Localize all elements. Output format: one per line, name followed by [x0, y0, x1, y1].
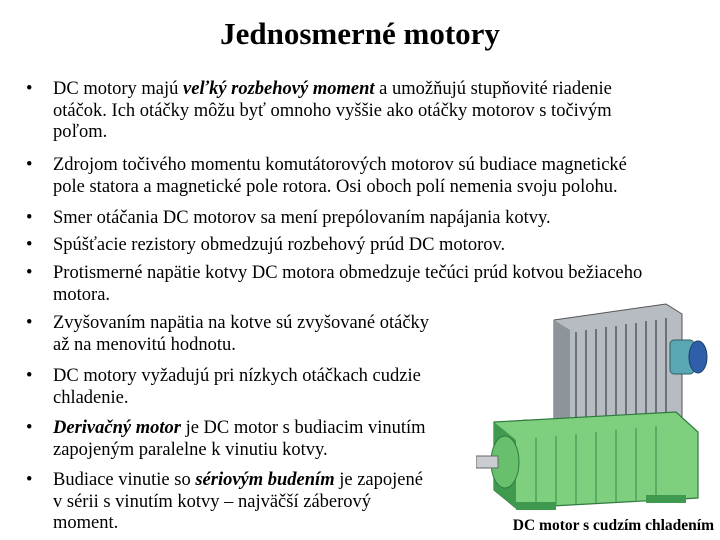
bullet-item: [26, 313, 466, 356]
emphasis-text: sériovým budením: [195, 470, 335, 490]
bullet-text: [53, 470, 466, 535]
text-run: DC motory majú: [53, 79, 184, 99]
bullet-item: [26, 470, 466, 535]
bullet-text: [53, 418, 466, 461]
bullet-text: [53, 235, 706, 257]
text-run: Zvyšovaním napätia na kotve sú zvyšované otáčky: [53, 313, 430, 333]
text-run: Zdrojom točivého momentu komutátorových motorov sú budiace magnetické: [53, 155, 627, 175]
text-run: motora.: [53, 284, 111, 305]
text-run: moment.: [53, 513, 119, 534]
page-title: Jednosmerné motory: [220, 16, 500, 51]
figure-caption: DC motor s cudzím chladením: [512, 517, 714, 534]
bullet-dot: •: [26, 418, 33, 438]
text-run: chladenie.: [53, 387, 129, 408]
text-run: otáčok. Ich otáčky môžu byť omnoho vyššie ako otáčky motorov s točivým: [53, 100, 612, 121]
bullet-dot: •: [26, 366, 33, 386]
text-run: Budiace vinutie so: [53, 470, 196, 490]
text-run: zapojeným paralelne k vinutiu kotvy.: [53, 439, 328, 460]
dc-motor-illustration: [476, 302, 712, 514]
bullet-text: [53, 79, 706, 144]
bullet-item: [26, 208, 706, 230]
bullet-dot: •: [26, 155, 33, 175]
bullet-dot: •: [26, 208, 33, 228]
bullet-item: [26, 263, 706, 306]
bullet-text: [53, 208, 706, 230]
text-run: poľom.: [53, 122, 108, 143]
text-run: až na menovitú hodnotu.: [53, 334, 236, 355]
bullet-text: [53, 155, 706, 198]
bullet-item: [26, 155, 706, 198]
bullet-dot: •: [26, 470, 33, 490]
emphasis-text: Derivačný motor: [53, 418, 181, 438]
bullet-text: [53, 263, 706, 306]
bullet-dot: •: [26, 235, 33, 255]
bullet-item: [26, 235, 706, 257]
text-run: a umožňujú stupňovité riadenie: [374, 79, 612, 99]
text-run: Spúšťacie rezistory obmedzujú rozbehový prúd DC motorov.: [53, 235, 506, 255]
text-run: v sérii s vinutím kotvy – najväčší záberový: [53, 491, 372, 512]
bullet-dot: •: [26, 313, 33, 333]
text-run: je DC motor s budiacim vinutím: [180, 418, 426, 438]
bullet-item: [26, 418, 466, 461]
text-run: Smer otáčania DC motorov sa mení prepólovaním napájania kotvy.: [53, 208, 551, 228]
bullet-item: [26, 366, 466, 409]
bullet-dot: •: [26, 79, 33, 99]
bullet-text: [53, 313, 466, 356]
dc-motor-icon: [476, 302, 712, 514]
text-run: DC motory vyžadujú pri nízkych otáčkach cudzie: [53, 366, 421, 386]
emphasis-text: veľký rozbehový moment: [183, 79, 375, 99]
bullet-text: [53, 366, 466, 409]
text-run: Protismerné napätie kotvy DC motora obmedzuje tečúci prúd kotvou bežiaceho: [53, 263, 643, 283]
text-run: pole statora a magnetické pole rotora. Osi oboch polí nemenia svoju polohu.: [53, 176, 618, 197]
bullet-item: [26, 79, 706, 144]
text-run: je zapojené: [334, 470, 423, 490]
bullet-dot: •: [26, 263, 33, 283]
